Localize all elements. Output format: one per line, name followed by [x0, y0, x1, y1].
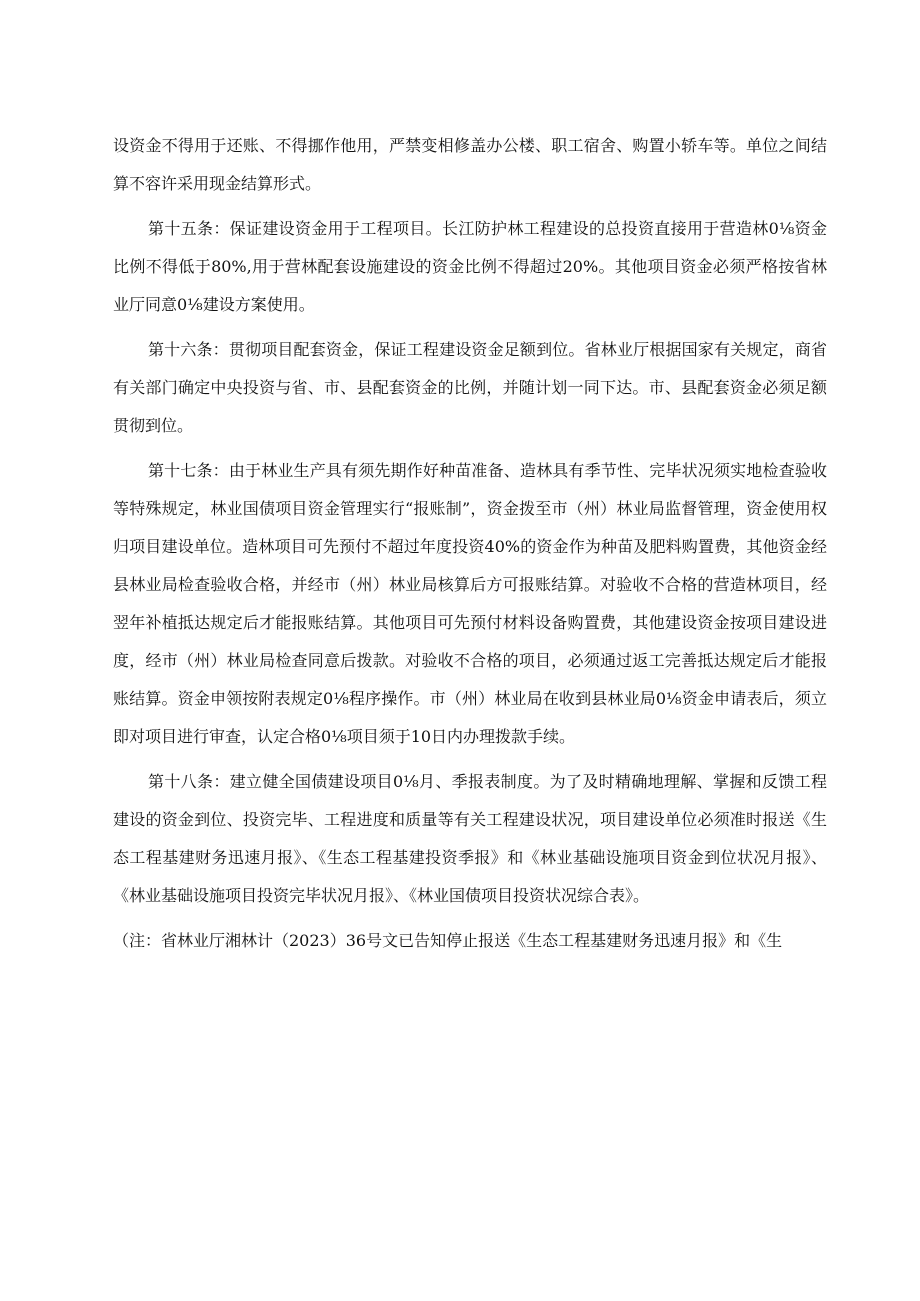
paragraph-note: （注：省林业厅湘林计（2023）36号文已告知停止报送《生态工程基建财务迅速月报》和《生 — [113, 931, 783, 950]
paragraph-article-16: 第十六条：贯彻项目配套资金，保证工程建设资金足额到位。省林业厅根据国家有关规定，商省有关部门确定中央投资与省、市、县配套资金的比例，并随计划一同下达。市、县配套资金必须足额贯彻到位。 — [113, 340, 827, 435]
paragraph-article-17: 第十七条：由于林业生产具有须先期作好种苗准备、造林具有季节性、完毕状况须实地检查验收等特殊规定，林业国债项目资金管理实行“报账制”，资金拨至市（州）林业局监督管理，资金使用权归项目建设单位。造林项目可先预付不超过年度投资40%的资金作为种苗及肥料购置费，其他资金经县林业局检查验收合格，并经市（州）林业局核算后方可报账结算。对验收不合格的营造林项目，经翌年补植抵达规定后才能报账结算。其他项目可先预付材料设备购置费，其他建设资金按项目建设进度，经市（州）林业局检查同意后拨款。对验收不合格的项目，必须通过返工完善抵达规定后才能报账结算。资金申领按附表规定0⅛程序操作。市（州）林业局在收到县林业局0⅛资金申请表后，须立即对项目进行审查，认定合格0⅛项目须于10日内办理拨款手续。 — [113, 461, 827, 746]
paragraph-article-18: 第十八条：建立健全国债建设项目0⅛月、季报表制度。为了及时精确地理解、掌握和反馈工程建设的资金到位、投资完毕、工程进度和质量等有关工程建设状况，项目建设单位必须准时报送《生态工程基建财务迅速月报》、《生态工程基建投资季报》和《林业基础设施项目资金到位状况月报》、《林业基础设施项目投资完毕状况月报》、《林业国债项目投资状况综合表》。 — [113, 772, 827, 905]
paragraph-continuation: 设资金不得用于还账、不得挪作他用，严禁变相修盖办公楼、职工宿舍、购置小轿车等。单位之间结算不容许采用现金结算形式。 — [113, 136, 827, 193]
document-body — [113, 127, 827, 960]
paragraph-article-15: 第十五条：保证建设资金用于工程项目。长江防护林工程建设的总投资直接用于营造林0⅛资金比例不得低于80%,用于营林配套设施建设的资金比例不得超过20%。其他项目资金必须严格按省林业厅同意0⅛建设方案使用。 — [113, 219, 827, 314]
